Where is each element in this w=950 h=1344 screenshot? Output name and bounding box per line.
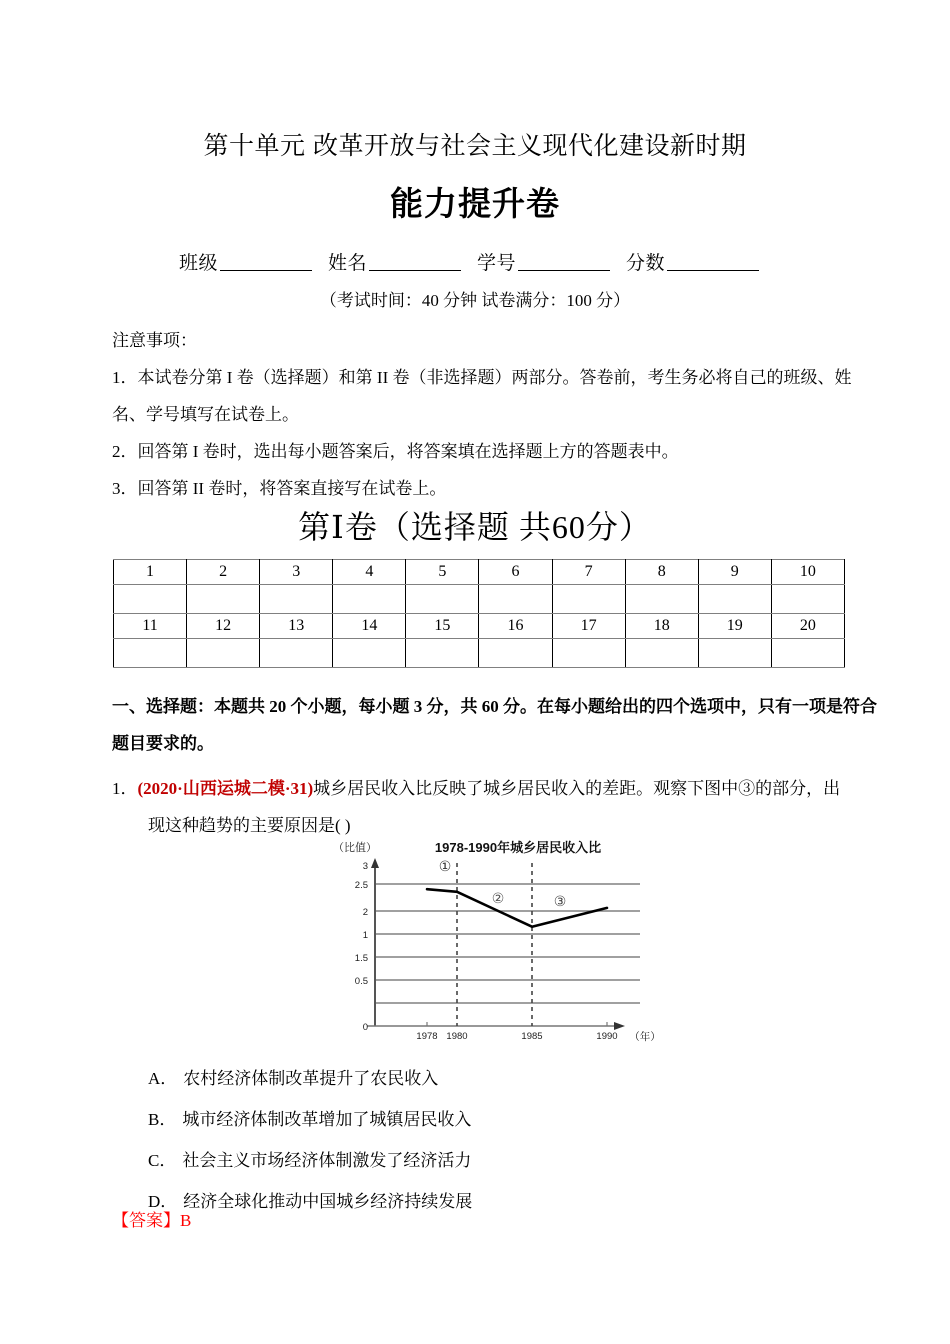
table-row-numbers-2 bbox=[114, 614, 845, 639]
chart-x-tick-labels bbox=[416, 1031, 617, 1042]
student-id-label: 学号 bbox=[477, 253, 517, 274]
answer-number-cell: 9 bbox=[698, 560, 771, 585]
option-a[interactable] bbox=[148, 1058, 848, 1099]
note-item-1: 1．本试卷分第 I 卷（选择题）和第 II 卷（非选择题）两部分。答卷前，考生务必将自己的班级、姓名、学号填写在试卷上。 bbox=[112, 368, 852, 424]
answer-number-cell: 15 bbox=[406, 614, 479, 639]
question-1-options bbox=[148, 1058, 848, 1222]
option-a-label: A． bbox=[148, 1069, 178, 1088]
notes-section bbox=[112, 322, 872, 507]
option-b[interactable] bbox=[148, 1099, 848, 1140]
answer-entry-cell[interactable] bbox=[479, 639, 552, 668]
answer-entry-cell[interactable] bbox=[552, 585, 625, 614]
question-stem-line-1: 城乡居民收入比反映了城乡居民收入的差距。观察下图中③的部分，出 bbox=[313, 779, 841, 798]
answer-line bbox=[112, 1206, 191, 1231]
option-b-text: 城市经济体制改革增加了城镇居民收入 bbox=[182, 1110, 472, 1129]
chart-y-tick-labels bbox=[355, 861, 368, 1033]
answer-entry-cell[interactable] bbox=[187, 585, 260, 614]
chart-y-axis-label: （比值） bbox=[333, 842, 377, 854]
answer-number-cell: 18 bbox=[625, 614, 698, 639]
option-a-text: 农村经济体制改革提升了农民收入 bbox=[183, 1069, 439, 1088]
option-d[interactable] bbox=[148, 1181, 848, 1222]
option-d-text: 经济全球化推动中国城乡经济持续发展 bbox=[183, 1192, 473, 1211]
answer-number-cell: 20 bbox=[771, 614, 844, 639]
chart-x-axis bbox=[367, 1022, 625, 1030]
answer-sheet-table bbox=[113, 559, 845, 668]
answer-tag: 【答案】 bbox=[112, 1211, 180, 1230]
answer-number-cell: 19 bbox=[698, 614, 771, 639]
answer-entry-cell[interactable] bbox=[771, 639, 844, 668]
answer-entry-cell[interactable] bbox=[114, 585, 187, 614]
y-tick-label: 1.5 bbox=[354, 953, 368, 964]
answer-number-cell: 16 bbox=[479, 614, 552, 639]
exam-meta: （考试时间：40 分钟 试卷满分：100 分） bbox=[319, 291, 631, 310]
y-tick-label: 1 bbox=[362, 930, 368, 941]
answer-value: B bbox=[180, 1211, 192, 1230]
name-label: 姓名 bbox=[327, 253, 367, 274]
chart-vertical-markers bbox=[457, 863, 532, 1026]
notes-heading: 注意事项： bbox=[112, 331, 197, 350]
segment-annotation-3: ③ bbox=[553, 893, 567, 909]
answer-number-cell: 8 bbox=[625, 560, 698, 585]
segment-annotation-1: ① bbox=[438, 858, 452, 874]
x-tick-label: 1978 bbox=[416, 1031, 438, 1042]
page-title: 第十单元 改革开放与社会主义现代化建设新时期 bbox=[203, 132, 747, 160]
x-tick-label: 1980 bbox=[446, 1031, 468, 1042]
y-tick-label: 0.5 bbox=[354, 976, 368, 987]
answer-entry-cell[interactable] bbox=[333, 585, 406, 614]
answer-number-cell: 7 bbox=[552, 560, 625, 585]
option-c-text: 社会主义市场经济体制激发了经济活力 bbox=[182, 1151, 472, 1170]
answer-number-cell: 13 bbox=[260, 614, 333, 639]
option-c[interactable] bbox=[148, 1140, 848, 1181]
student-id-input-blank[interactable] bbox=[518, 270, 610, 271]
answer-entry-cell[interactable] bbox=[406, 639, 479, 668]
chart-y-axis bbox=[371, 858, 379, 1026]
option-b-label: B． bbox=[148, 1110, 177, 1129]
answer-entry-cell[interactable] bbox=[187, 639, 260, 668]
section-one-title: 第Ⅰ卷（选择题 共60分） bbox=[298, 509, 652, 545]
answer-number-cell: 6 bbox=[479, 560, 552, 585]
paper-subtitle: 能力提升卷 bbox=[390, 185, 560, 222]
question-number: 1． bbox=[112, 779, 138, 798]
question-section-intro: 一、选择题：本题共 20 个小题，每小题 3 分，共 60 分。在每小题给出的四个选项中，只有一项是符合题目要求的。 bbox=[112, 697, 877, 753]
score-label: 分数 bbox=[626, 253, 666, 274]
income-ratio-line-chart bbox=[300, 838, 680, 1053]
answer-entry-cell[interactable] bbox=[625, 639, 698, 668]
answer-number-cell: 10 bbox=[771, 560, 844, 585]
answer-entry-cell[interactable] bbox=[260, 639, 333, 668]
class-input-blank[interactable] bbox=[220, 270, 312, 271]
table-row-numbers-1 bbox=[114, 560, 845, 585]
answer-entry-cell[interactable] bbox=[771, 585, 844, 614]
x-tick-label: 1985 bbox=[521, 1031, 543, 1042]
answer-number-cell: 3 bbox=[260, 560, 333, 585]
answer-entry-cell[interactable] bbox=[114, 639, 187, 668]
chart-data-line bbox=[427, 889, 607, 927]
score-input-blank[interactable] bbox=[667, 270, 759, 271]
student-info-line bbox=[0, 248, 950, 275]
answer-number-cell: 4 bbox=[333, 560, 406, 585]
question-stem-line-2: 现这种趋势的主要原因是( ) bbox=[148, 816, 351, 835]
note-item-3: 3．回答第 II 卷时，将答案直接写在试卷上。 bbox=[112, 479, 447, 498]
y-tick-label: 2 bbox=[362, 907, 368, 918]
option-c-label: C． bbox=[148, 1151, 177, 1170]
chart-title: 1978-1990年城乡居民收入比 bbox=[434, 840, 602, 855]
answer-entry-cell[interactable] bbox=[479, 585, 552, 614]
answer-entry-cell[interactable] bbox=[698, 585, 771, 614]
class-label: 班级 bbox=[178, 253, 218, 274]
answer-number-cell: 1 bbox=[114, 560, 187, 585]
chart-gridlines bbox=[375, 884, 640, 1003]
table-row-answers-2 bbox=[114, 639, 845, 668]
answer-entry-cell[interactable] bbox=[698, 639, 771, 668]
answer-entry-cell[interactable] bbox=[406, 585, 479, 614]
x-tick-label: 1990 bbox=[596, 1031, 618, 1042]
answer-entry-cell[interactable] bbox=[552, 639, 625, 668]
question-source-tag: (2020·山西运城二模·31) bbox=[137, 779, 314, 798]
answer-number-cell: 12 bbox=[187, 614, 260, 639]
answer-number-cell: 17 bbox=[552, 614, 625, 639]
segment-annotation-2: ② bbox=[491, 890, 505, 906]
answer-number-cell: 2 bbox=[187, 560, 260, 585]
answer-number-cell: 5 bbox=[406, 560, 479, 585]
answer-number-cell: 11 bbox=[114, 614, 187, 639]
y-tick-label: 2.5 bbox=[354, 880, 368, 891]
answer-number-cell: 14 bbox=[333, 614, 406, 639]
answer-entry-cell[interactable] bbox=[625, 585, 698, 614]
question-1 bbox=[112, 770, 880, 844]
chart-x-axis-label: （年） bbox=[629, 1031, 661, 1043]
y-tick-label: 3 bbox=[362, 861, 368, 872]
option-d-label: D． bbox=[148, 1192, 178, 1211]
table-row-answers-1 bbox=[114, 585, 845, 614]
answer-entry-cell[interactable] bbox=[333, 639, 406, 668]
note-item-2: 2．回答第 I 卷时，选出每小题答案后，将答案填在选择题上方的答题表中。 bbox=[112, 442, 679, 461]
answer-entry-cell[interactable] bbox=[260, 585, 333, 614]
y-tick-label: 0 bbox=[362, 1022, 368, 1033]
name-input-blank[interactable] bbox=[369, 270, 461, 271]
